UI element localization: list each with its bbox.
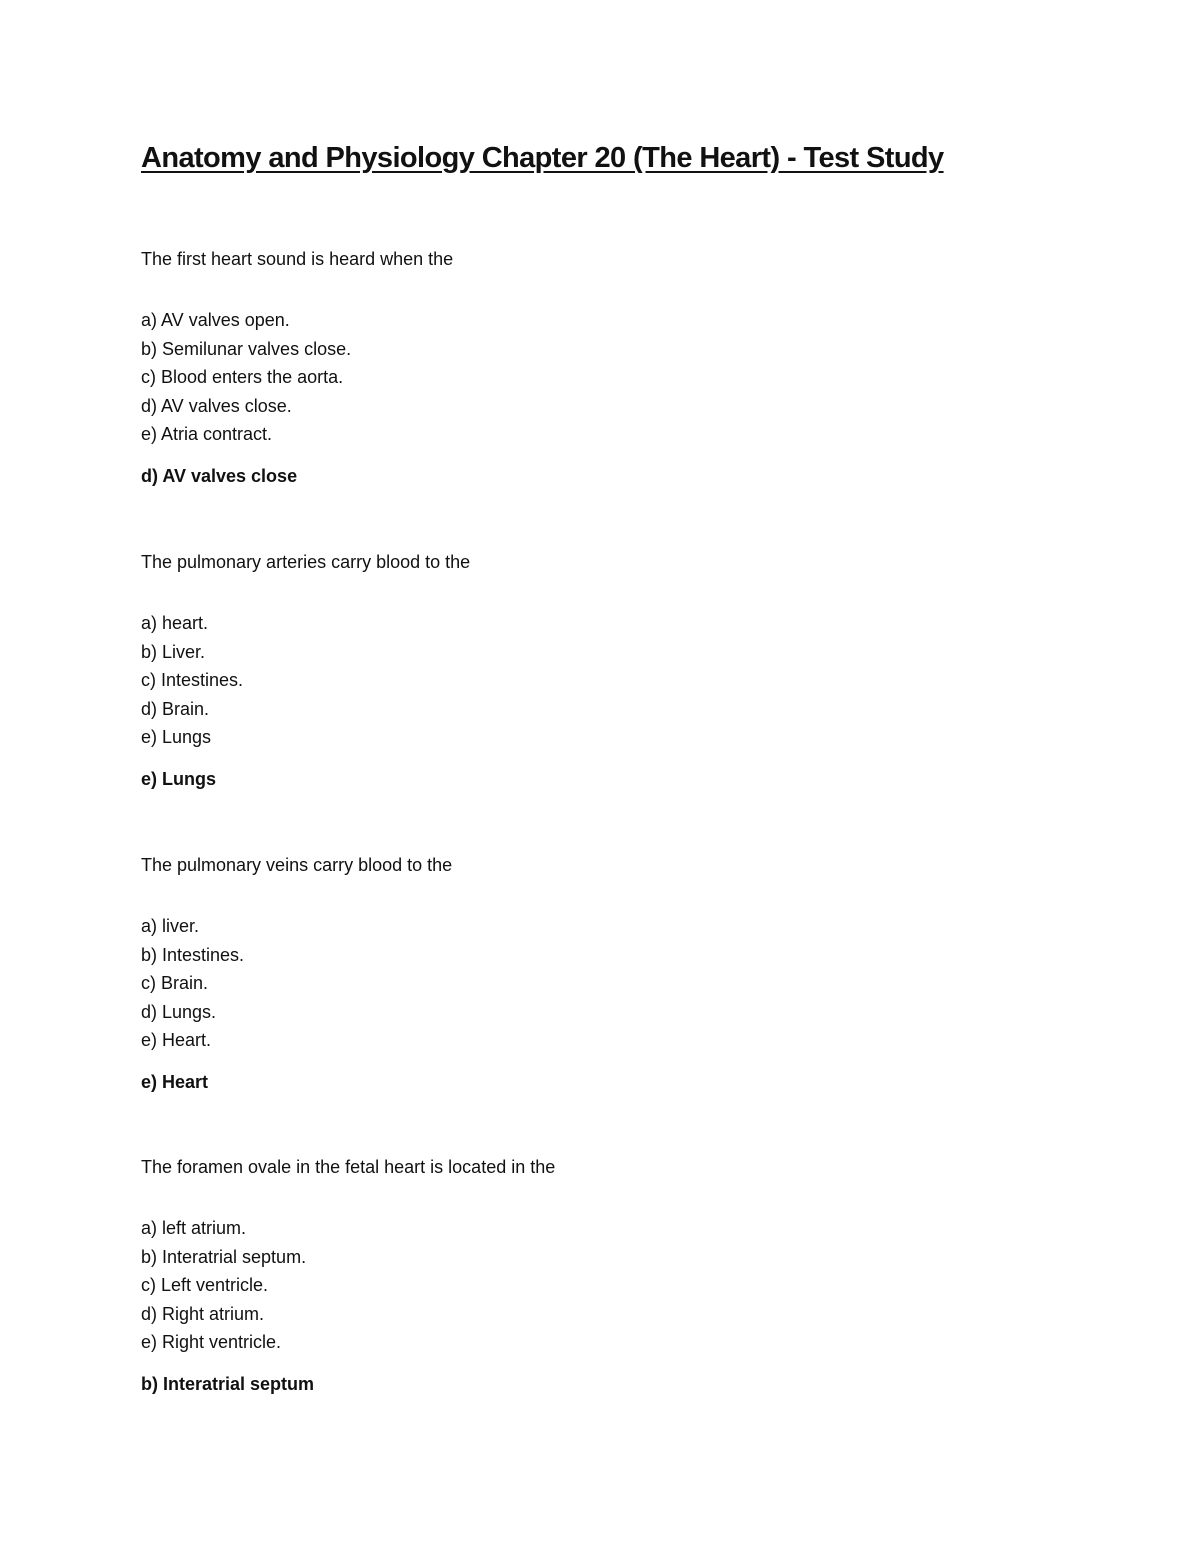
option-d: d) Right atrium. — [141, 1303, 265, 1324]
option-c: c) Intestines. — [141, 670, 244, 690]
option-e: e) Right ventricle. — [141, 1332, 282, 1352]
question-block — [141, 1156, 1041, 1395]
options-list — [141, 306, 1041, 449]
option-c: c) Blood enters the aorta. — [141, 367, 344, 387]
option-b: b) Interatrial septum. — [141, 1246, 307, 1267]
question-text: The foramen ovale in the fetal heart is located in the — [141, 1157, 556, 1177]
options-list — [141, 609, 1041, 752]
question-text: The first heart sound is heard when the — [141, 249, 454, 269]
options-list — [141, 912, 1041, 1055]
option-a: a) heart. — [141, 613, 209, 633]
question-block — [141, 248, 1041, 487]
option-c: c) Left ventricle. — [141, 1275, 269, 1295]
option-e: e) Lungs — [141, 727, 212, 747]
option-a: a) AV valves open. — [141, 310, 290, 330]
document-title: Anatomy and Physiology Chapter 20 (The Heart) - Test Study — [141, 142, 944, 174]
question-block — [141, 854, 1041, 1093]
question-text: The pulmonary arteries carry blood to the — [141, 552, 471, 572]
question-block — [141, 551, 1041, 790]
option-b: b) Intestines. — [141, 944, 245, 965]
option-b: b) Liver. — [141, 641, 206, 662]
option-d: d) Brain. — [141, 698, 210, 719]
answer-text: d) AV valves close — [141, 465, 298, 486]
answer-text: e) Heart — [141, 1071, 209, 1092]
option-d: d) Lungs. — [141, 1001, 217, 1022]
option-e: e) Atria contract. — [141, 424, 273, 444]
answer-text: b) Interatrial septum — [141, 1373, 315, 1394]
question-text: The pulmonary veins carry blood to the — [141, 855, 453, 875]
option-b: b) Semilunar valves close. — [141, 338, 352, 359]
option-d: d) AV valves close. — [141, 395, 292, 416]
option-e: e) Heart. — [141, 1030, 212, 1050]
option-c: c) Brain. — [141, 973, 209, 993]
option-a: a) left atrium. — [141, 1218, 247, 1238]
answer-text: e) Lungs — [141, 768, 216, 789]
option-a: a) liver. — [141, 916, 200, 936]
options-list — [141, 1214, 1041, 1357]
